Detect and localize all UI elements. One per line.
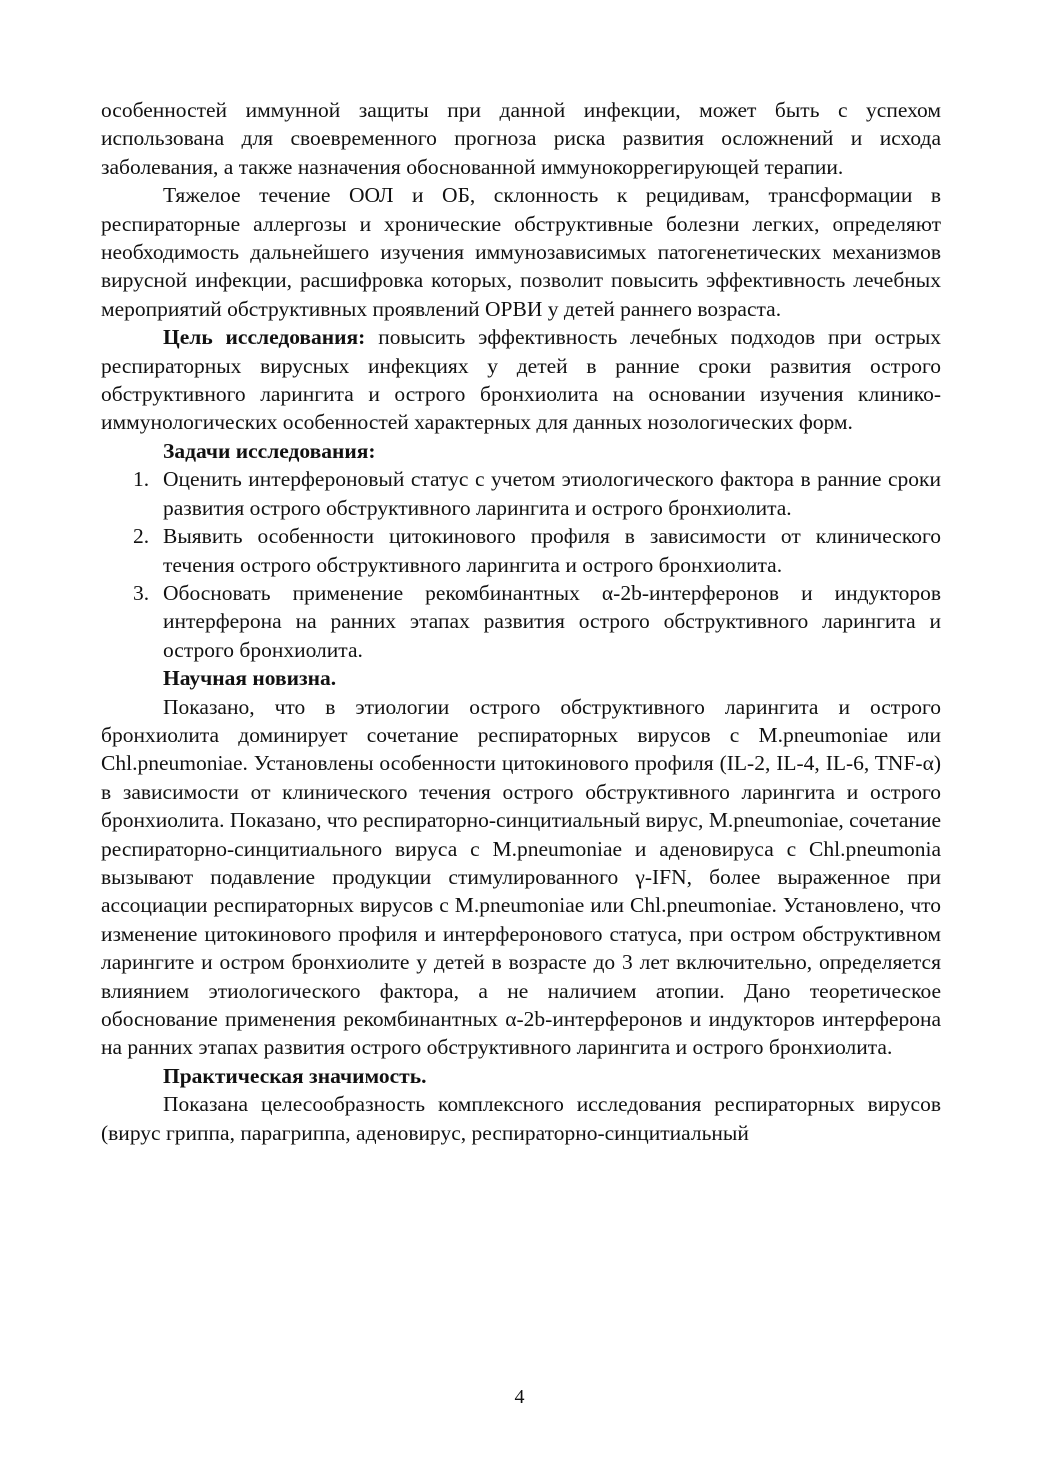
- task-item: [101, 579, 941, 664]
- tasks-heading: Задачи исследования:: [163, 438, 376, 463]
- task-item: [101, 522, 941, 579]
- task-number: 1.: [133, 467, 150, 492]
- research-goal-label: Цель исследования:: [163, 325, 366, 350]
- task-number: 3.: [133, 580, 150, 605]
- task-text: Выявить особенности цитокинового профиля в зависимости от клинического течения острого обструктивного ларингита и острого бронхиолита.: [163, 524, 941, 577]
- task-text: Оценить интерфероновый статус с учетом этиологического фактора в ранние сроки развития острого обструктивного ларингита и острого бронхиолита.: [163, 467, 941, 520]
- practical-heading: Практическая значимость.: [163, 1063, 427, 1088]
- tasks-list: [101, 465, 941, 664]
- paragraph-severe-course: Тяжелое течение ООЛ и ОБ, склонность к рецидивам, трансформации в респираторные аллергозы и хронические обструктивные болезни легких, определяют необходимость дальнейшего изучения иммунозависимых патогенетических механизмов вирусной инфекции, расшифровка которых, позволит повысить эффективность лечебных мероприятий обструктивных проявлений ОРВИ у детей раннего возраста.: [101, 183, 941, 321]
- research-goal-text: повысить эффективность лечебных подходов при острых респираторных вирусных инфекциях у детей в ранние сроки развития острого обструктивного ларингита и острого бронхиолита на основании изучения клинико-иммунологических особенностей характерных для данных нозологических форм.: [101, 325, 942, 435]
- paragraph-intro-continuation: особенностей иммунной защиты при данной инфекции, может быть с успехом использована для своевременного прогноза риска развития осложнений и исхода заболевания, а также назначения обоснованной иммунокоррегирующей терапии.: [101, 98, 941, 179]
- page-number: 4: [514, 1386, 525, 1408]
- document-page: [101, 96, 941, 1147]
- task-item: [101, 465, 941, 522]
- task-text: Обосновать применение рекомбинантных α-2b-интерферонов и индукторов интерферона на ранних этапах развития острого обструктивного ларингита и острого бронхиолита.: [163, 580, 941, 662]
- task-number: 2.: [133, 524, 150, 549]
- novelty-heading: Научная новизна.: [163, 666, 337, 691]
- paragraph-research-goal: [101, 323, 941, 437]
- paragraph-practical: Показана целесообразность комплексного исследования респираторных вирусов (вирус гриппа, парагриппа, аденовирус, респираторно-синцитиальный: [101, 1092, 941, 1145]
- paragraph-novelty: Показано, что в этиологии острого обструктивного ларингита и острого бронхиолита доминирует сочетание респираторных вирусов с M.pneumoniae или Chl.pneumoniae. Установлены особенности цитокинового профиля (IL-2, IL-4, IL-6, TNF-α) в зависимости от клинического течения острого обструктивного ларингита и острого бронхиолита. Показано, что респираторно-синцитиальный вирус, M.pneumoniae, сочетание респираторно-синцитиального вируса с M.pneumoniae и аденовируса с Chl.pneumonia вызывают подавление продукции стимулированного γ-IFN, более выраженное при ассоциации респираторных вирусов с M.pneumoniae или Chl.pneumoniae. Установлено, что изменение цитокинового профиля и интерферонового статуса, при остром обструктивном ларингите и остром бронхиолите у детей в возрасте до 3 лет включительно, определяется влиянием этиологического фактора, а не наличием атопии. Дано теоретическое обоснование применения рекомбинантных α-2b-интерферонов и индукторов интерферона на ранних этапах развития острого обструктивного ларингита и острого бронхиолита.: [101, 694, 941, 1060]
